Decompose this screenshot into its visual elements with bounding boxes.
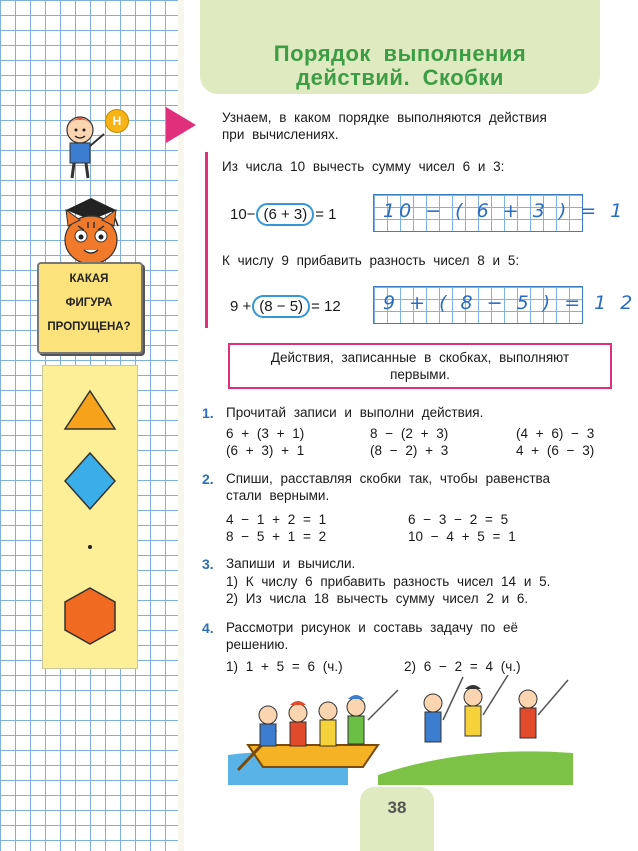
example2-handwritten: 9 + ( 8 − 5 ) = 1 2 <box>383 292 637 314</box>
example2-prefix: 9 + <box>230 298 252 315</box>
task4-eq-1: 1) 1 + 5 = 6 (ч.) <box>226 659 343 674</box>
cat-character-icon <box>48 196 134 268</box>
task4-line-1: Рассмотри рисунок и составь задачу по её <box>226 620 519 635</box>
intro-line-1: Узнаем, в каком порядке выполняются действия <box>222 110 547 125</box>
task1-number: 1. <box>202 405 214 421</box>
task1-expr: 8 − (2 + 3) <box>370 426 449 441</box>
task2-equation: 10 − 4 + 5 = 1 <box>408 529 516 544</box>
intro-line-2: при вычислениях. <box>222 127 339 142</box>
task2-line-2: стали верными. <box>226 488 330 503</box>
task1-expr: (4 + 6) − 3 <box>516 426 595 441</box>
task2-equation: 6 − 3 − 2 = 5 <box>408 512 509 527</box>
task1-expr: 4 + (6 − 3) <box>516 443 595 458</box>
example1-result: = 1 <box>315 206 337 223</box>
sign-line-1: КАКАЯ <box>69 273 109 285</box>
letter-badge: Н <box>105 109 129 133</box>
diamond-shape-icon <box>62 450 118 512</box>
title-line-1: Порядок выполнения <box>273 41 527 66</box>
task3-text: Запиши и вычисли. <box>226 556 356 571</box>
example2-text: К числу 9 прибавить разность чисел 8 и 5: <box>222 253 520 268</box>
task2-equation: 4 − 1 + 2 = 1 <box>226 512 327 527</box>
task2-number: 2. <box>202 471 214 487</box>
task2-line-1: Спиши, расставляя скобки так, чтобы равенства <box>226 471 551 486</box>
task1-expr: (8 − 2) + 3 <box>370 443 449 458</box>
example1-text: Из числа 10 вычесть сумму чисел 6 и 3: <box>222 159 505 174</box>
task1-text: Прочитай записи и выполни действия. <box>226 405 484 420</box>
pointer-arrow-icon <box>166 107 196 143</box>
task3-number: 3. <box>202 556 214 572</box>
task3-line-2: 2) Из числа 18 вычесть сумму чисел 2 и 6. <box>226 591 529 606</box>
task3-line-1: 1) К числу 6 прибавить разность чисел 14 и 5. <box>226 574 551 589</box>
rule-line-2: первыми. <box>390 367 450 382</box>
accent-line <box>205 152 208 328</box>
example2-result: = 12 <box>311 298 341 315</box>
page-number-tab <box>360 787 434 851</box>
task4-eq-2: 2) 6 − 2 = 4 (ч.) <box>404 659 521 674</box>
missing-shape-dot <box>88 545 92 549</box>
example1-bracket-circled: (6 + 3) <box>256 203 314 226</box>
boat-illustration-icon <box>228 675 588 785</box>
example1-prefix: 10− <box>230 206 256 223</box>
task2-equation: 8 − 5 + 1 = 2 <box>226 529 327 544</box>
page-title <box>200 42 600 90</box>
example2-expression <box>230 295 341 318</box>
page-number: 38 <box>387 798 407 817</box>
task4-line-2: решению. <box>226 637 289 652</box>
rule-line-1: Действия, записанные в скобках, выполняют <box>270 350 570 365</box>
task1-expr: 6 + (3 + 1) <box>226 426 305 441</box>
example1-expression <box>230 203 337 226</box>
task4-number: 4. <box>202 620 214 636</box>
title-line-2: действий. Скобки <box>296 65 504 90</box>
example2-bracket-circled: (8 − 5) <box>252 295 310 318</box>
sign-line-2: ФИГУРА <box>65 297 113 309</box>
task1-expr: (6 + 3) + 1 <box>226 443 305 458</box>
triangle-shape-icon <box>62 388 118 432</box>
example1-handwritten: 10 − ( 6 + 3 ) = 1 <box>383 200 627 222</box>
sign-line-3: ПРОПУЩЕНА? <box>47 321 131 333</box>
hexagon-shape-icon <box>60 585 120 647</box>
